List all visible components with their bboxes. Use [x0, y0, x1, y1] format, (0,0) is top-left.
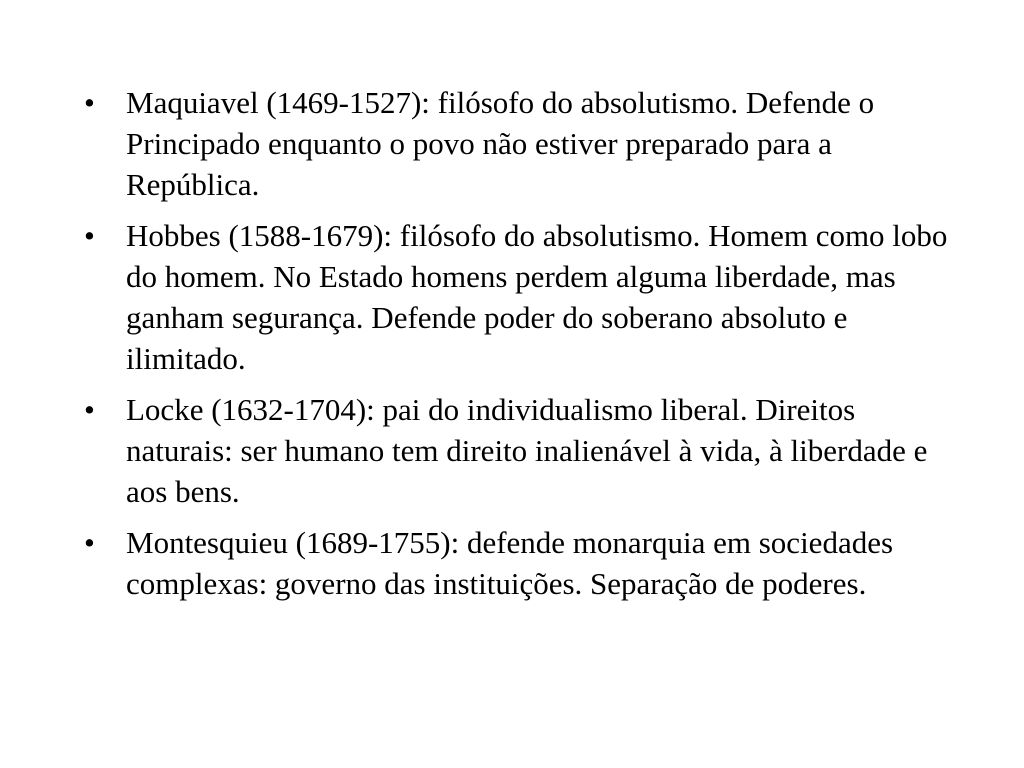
bullet-icon: • [84, 85, 95, 120]
bullet-item-montesquieu [84, 522, 964, 604]
bullet-item-locke [84, 389, 964, 512]
bullet-icon: • [84, 525, 95, 560]
bullet-text: Montesquieu (1689-1755): defende monarquia em sociedades complexas: governo das instituições. Separação de poderes. [126, 525, 894, 601]
bullet-icon: • [84, 392, 95, 427]
bullet-text: Locke (1632-1704): pai do individualismo liberal. Direitos naturais: ser humano tem direito inalienável à vida, à liberdade e aos bens. [126, 392, 928, 509]
bullet-list [84, 82, 964, 614]
bullet-item-maquiavel [84, 82, 964, 205]
bullet-text: Maquiavel (1469-1527): filósofo do absolutismo. Defende o Principado enquanto o povo não estiver preparado para a República. [126, 85, 875, 202]
bullet-text: Hobbes (1588-1679): filósofo do absolutismo. Homem como lobo do homem. No Estado homens perdem alguma liberdade, mas ganham segurança. Defende poder do soberano absoluto e ilimitado. [126, 218, 948, 376]
bullet-item-hobbes [84, 215, 964, 379]
bullet-icon: • [84, 218, 95, 253]
